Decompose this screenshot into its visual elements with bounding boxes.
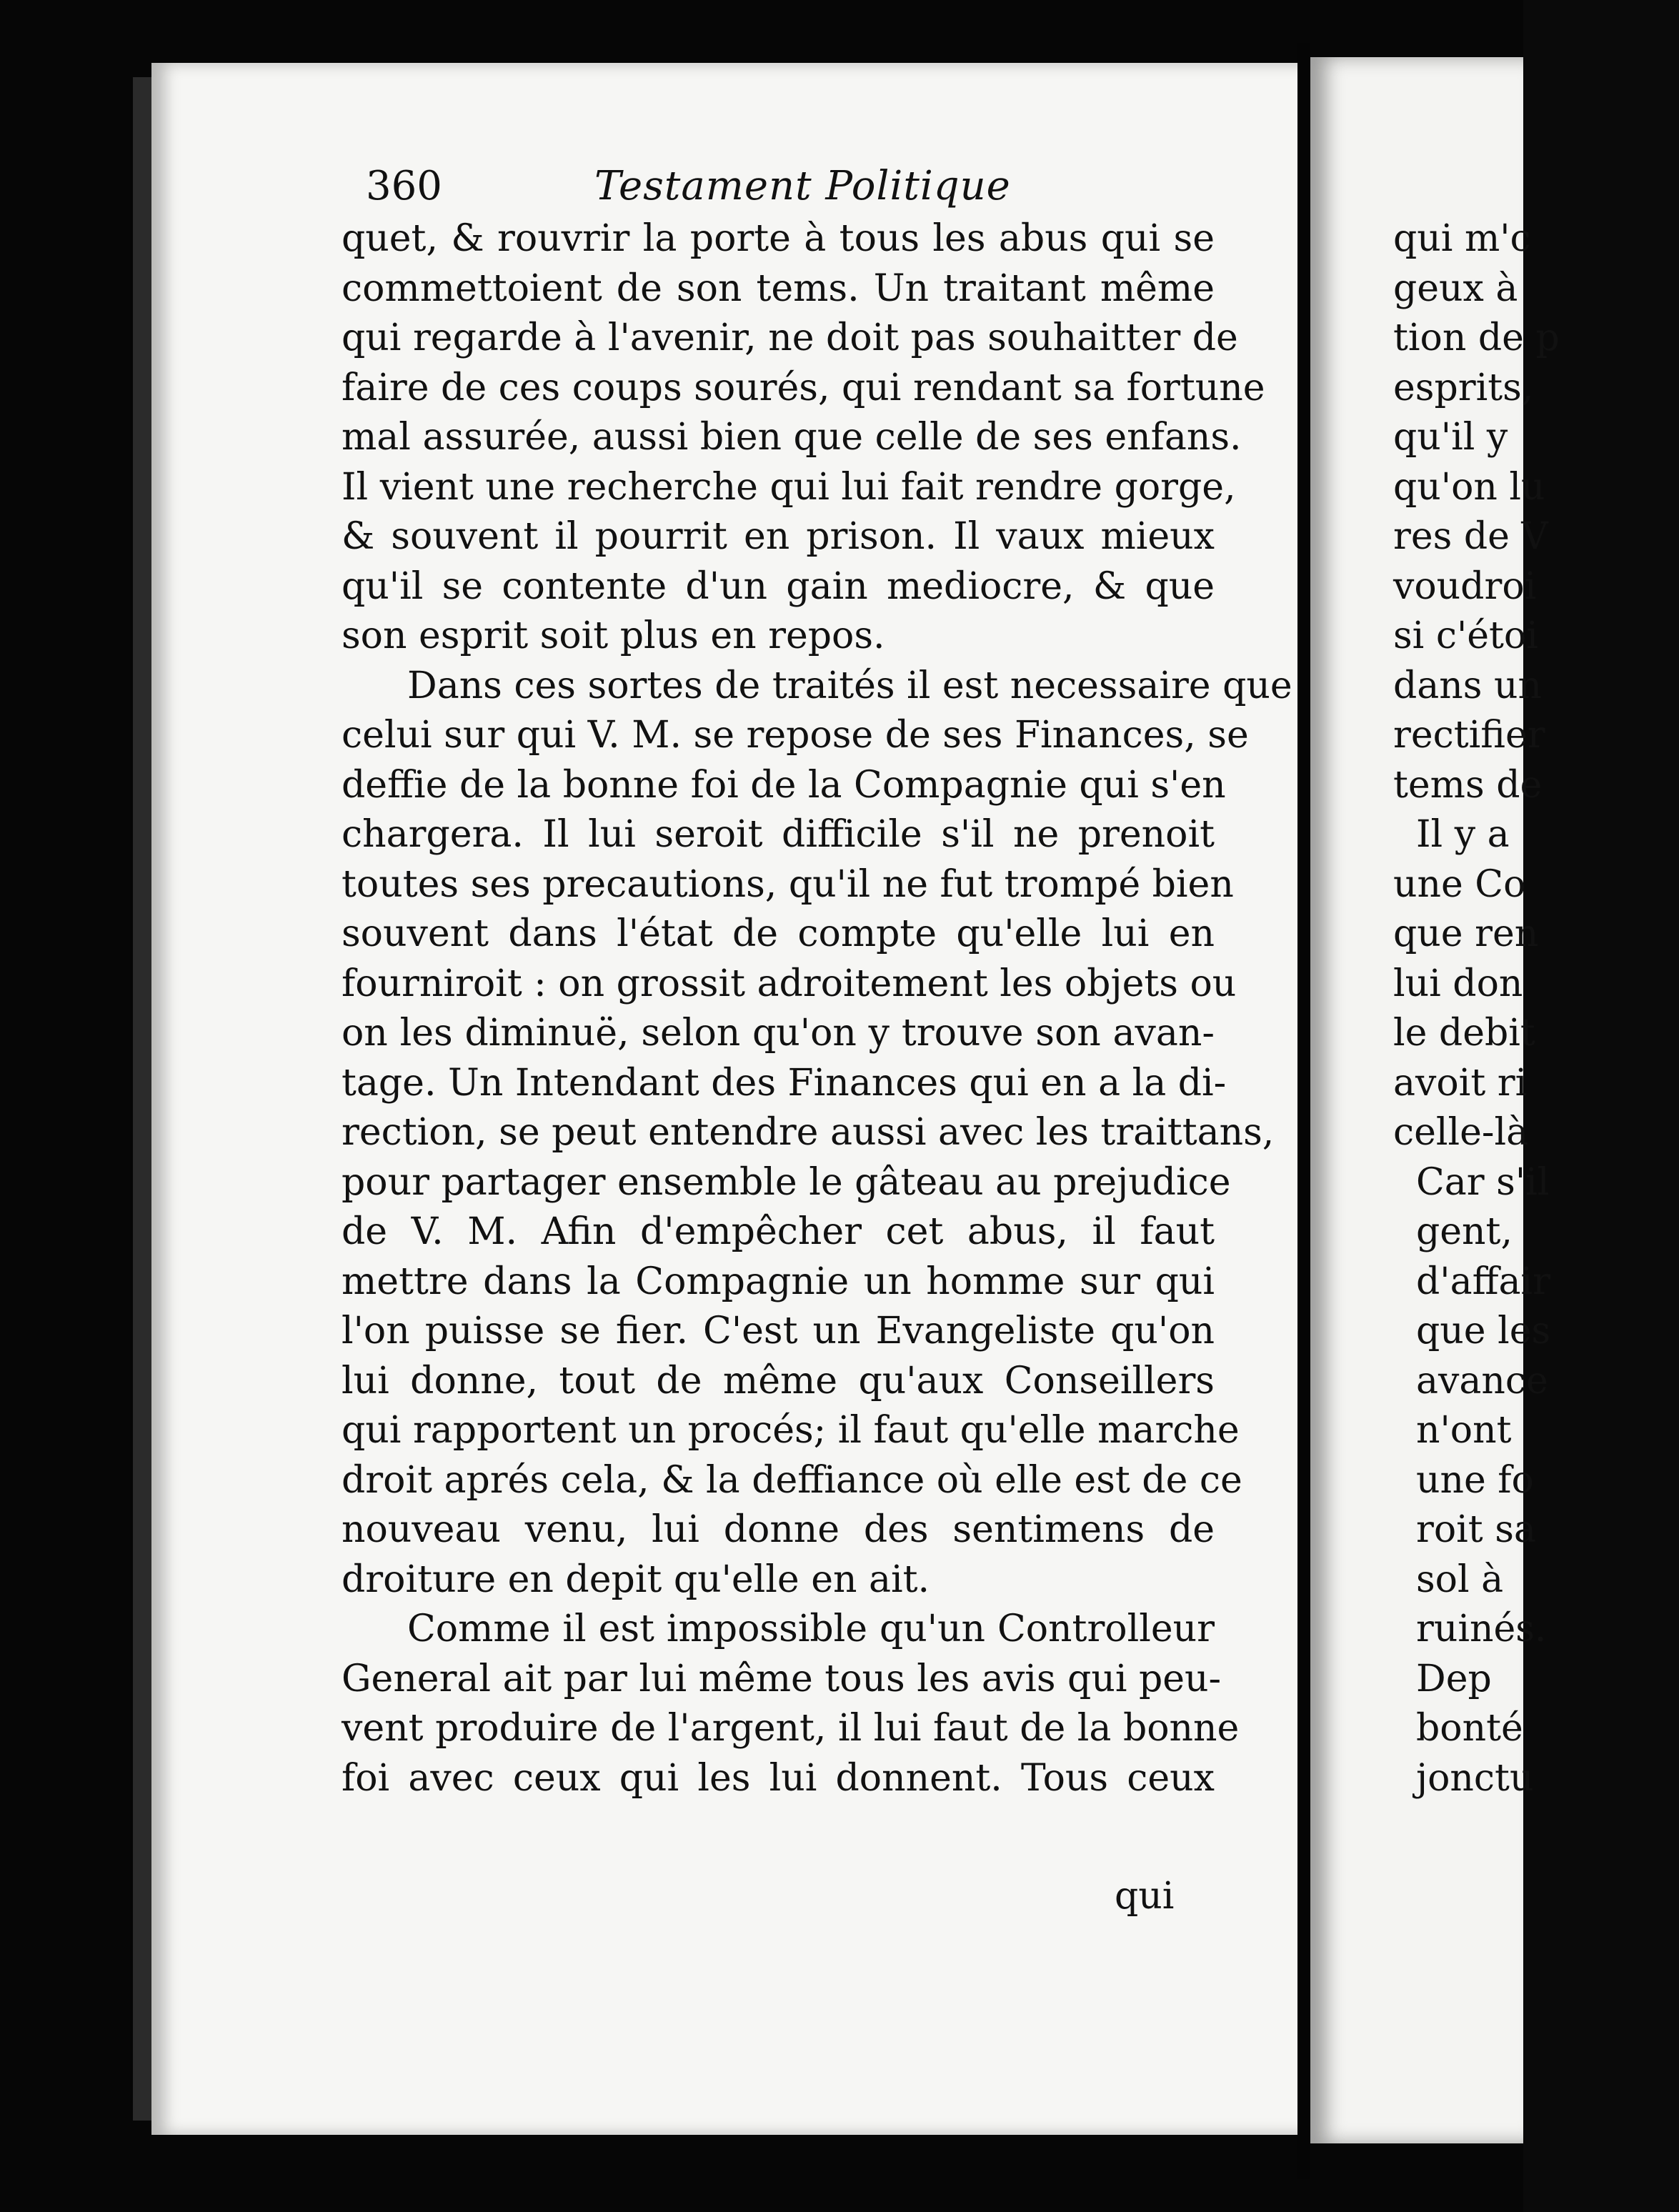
text-line: qui m'c [1393, 217, 1531, 260]
text-line: de V. M. Afin d'empêcher cet abus, il faut [342, 1210, 1215, 1253]
text-line: une Co [1393, 862, 1526, 906]
page-header [366, 163, 1259, 220]
text-line: foi avec ceux qui les lui donnent. Tous ceux [342, 1756, 1215, 1800]
text-line: res de V [1393, 515, 1548, 558]
text-line: jonctu [1416, 1756, 1534, 1800]
text-line: ruinés. [1416, 1608, 1547, 1650]
text-line: chargera. Il lui seroit difficile s'il ne prenoit [342, 813, 1215, 856]
text-line: qu'on lu [1393, 465, 1545, 509]
text-line: d'affair [1416, 1260, 1551, 1303]
right-page-text [1393, 214, 1679, 1803]
text-line: dans un [1393, 664, 1542, 707]
text-line: fourniroit : on grossit adroitement les objets ou [342, 962, 1237, 1005]
text-line: si c'étoi [1393, 614, 1538, 657]
left-page-text [342, 214, 1292, 1803]
text-line: droiture en depit qu'elle en ait. [342, 1558, 930, 1601]
text-line: tion de p [1393, 317, 1560, 359]
text-line: tems de [1393, 763, 1543, 807]
paragraph-start-line: Il y a [1416, 813, 1510, 856]
paragraph-start-line: Dans ces sortes de traités il est necessaire que [407, 664, 1292, 707]
text-line: voudroi [1393, 564, 1537, 608]
text-line: toutes ses precautions, qu'il ne fut trompé bien [342, 862, 1234, 906]
text-line: qui rapportent un procés; il faut qu'elle marche [342, 1409, 1240, 1452]
text-line: avoit ri [1393, 1061, 1528, 1105]
book-gutter [1297, 43, 1310, 2179]
text-line: le debit [1393, 1012, 1535, 1055]
text-line: rectifier [1393, 714, 1545, 757]
text-line: son esprit soit plus en repos. [342, 614, 885, 657]
text-line: qu'il se contente d'un gain mediocre, & que [342, 564, 1215, 608]
text-line: gent, [1416, 1210, 1513, 1253]
text-line: que ren [1393, 912, 1539, 955]
text-line: avance [1416, 1359, 1548, 1403]
text-line: qui regarde à l'avenir, ne doit pas souhaitter de [342, 317, 1238, 359]
text-line: roit sa [1416, 1508, 1536, 1551]
text-line: quet, & rouvrir la porte à tous les abus qui se [342, 217, 1215, 260]
text-line: tage. Un Intendant des Finances qui en a la di- [342, 1061, 1227, 1105]
text-line: faire de ces coups sourés, qui rendant sa fortune [342, 366, 1265, 409]
text-line: Car s'il [1416, 1160, 1550, 1204]
text-line: sol à [1416, 1558, 1504, 1601]
text-line: lui don [1393, 962, 1523, 1005]
text-line: on les diminuë, selon qu'on y trouve son avan- [342, 1012, 1215, 1055]
text-line: mettre dans la Compagnie un homme sur qui [342, 1260, 1215, 1303]
text-line: que les [1416, 1310, 1551, 1352]
text-line: mal assurée, aussi bien que celle de ses enfans. [342, 416, 1242, 459]
text-line: commettoient de son tems. Un traitant même [342, 266, 1215, 310]
text-line: droit aprés cela, & la deffiance où elle est de ce [342, 1458, 1242, 1502]
text-line: esprits, [1393, 366, 1534, 409]
paragraph-start-line: Comme il est impossible qu'un Controlleur [407, 1608, 1215, 1650]
text-line: qu'il y [1393, 416, 1508, 459]
paragraph-start-line: Dep [1416, 1657, 1492, 1700]
text-line: n'ont [1416, 1409, 1512, 1452]
text-line: une fo [1416, 1458, 1534, 1502]
text-line: Il vient une recherche qui lui fait rendre gorge, [342, 465, 1236, 509]
text-line: celui sur qui V. M. se repose de ses Finances, se [342, 714, 1249, 757]
text-line: bonté [1416, 1707, 1523, 1750]
text-line: celle-là [1393, 1111, 1529, 1154]
text-line: l'on puisse se fier. C'est un Evangeliste qu'on [342, 1310, 1215, 1352]
text-line: geux à [1393, 266, 1518, 310]
text-line: General ait par lui même tous les avis qui peu- [342, 1657, 1222, 1700]
catchword: qui [1115, 1875, 1175, 1918]
text-line: & souvent il pourrit en prison. Il vaux mieux [342, 515, 1215, 558]
text-line: nouveau venu, lui donne des sentimens de [342, 1508, 1215, 1551]
text-line: deffie de la bonne foi de la Compagnie qui s'en [342, 763, 1226, 807]
page-number: 360 [366, 163, 442, 209]
text-line: rection, se peut entendre aussi avec les traittans, [342, 1111, 1275, 1154]
text-line: vent produire de l'argent, il lui faut de la bonne [342, 1707, 1240, 1750]
text-line: souvent dans l'état de compte qu'elle lui en [342, 912, 1215, 955]
text-line: lui donne, tout de même qu'aux Conseillers [342, 1359, 1215, 1403]
text-line: pour partager ensemble le gâteau au prejudice [342, 1160, 1231, 1204]
running-title: Testament Politique [594, 163, 1011, 209]
